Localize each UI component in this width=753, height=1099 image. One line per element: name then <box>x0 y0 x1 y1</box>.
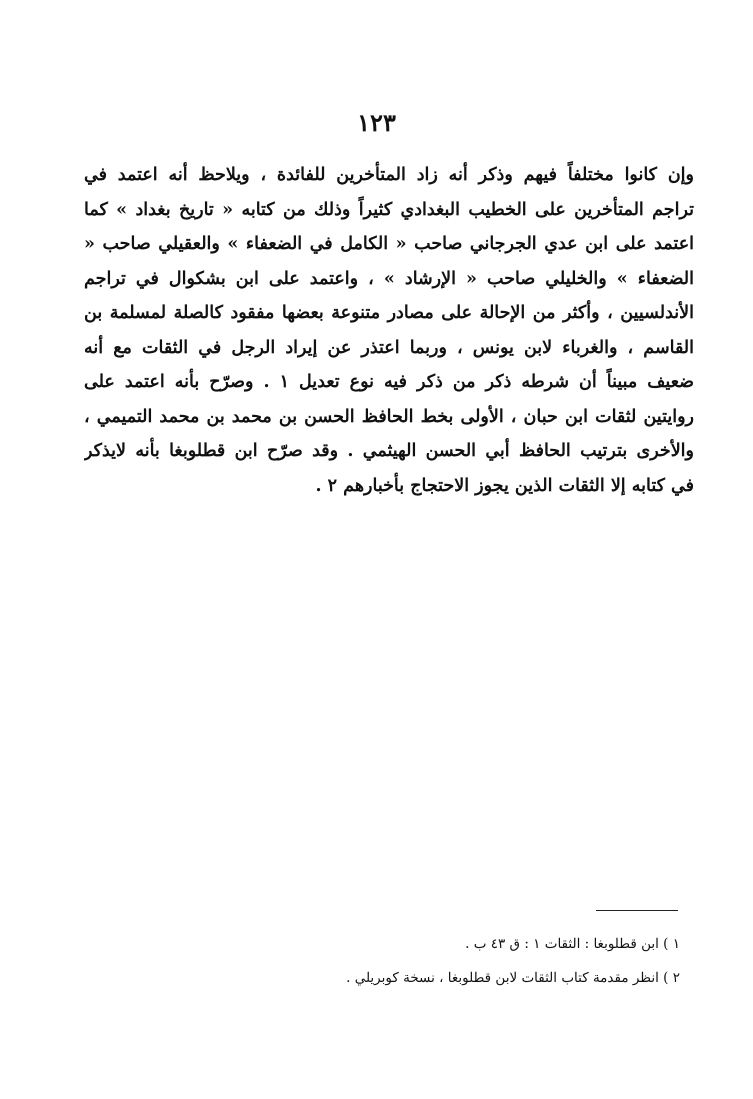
body-line-5: الأندلسيين ، وأكثر من الإحالة على مصادر متنوعة بعضها مفقود كالصلة لمسلمة بن <box>84 303 694 323</box>
body-line-7: ضعيف مبيناً أن شرطه ذكر من ذكر فيه نوع تعديل ١ . وصرّح بأنه اعتمد على <box>84 372 694 392</box>
body-paragraph <box>84 158 694 503</box>
footnotes <box>200 931 680 999</box>
body-line-6: القاسم ، والغرباء لابن يونس ، وربما اعتذر عن إيراد الرجل في الثقات مع أنه <box>84 337 694 358</box>
footnote-2: ٢ ) انظر مقدمة كتاب الثقات لابن قطلوبغا ، نسخة كوبريلي . <box>346 970 680 986</box>
body-line-2: تراجم المتأخرين على الخطيب البغدادي كثيراً وذلك من كتابه « تاريخ بغداد » كما <box>84 199 694 220</box>
page-number: ١٢٣ <box>357 108 396 137</box>
body-line-8: روايتين لثقات ابن حبان ، الأولى بخط الحافظ الحسن بن محمد بن محمد التميمي ، <box>84 406 694 427</box>
body-line-9: والأخرى بترتيب الحافظ أبي الحسن الهيثمي . وقد صرّح ابن قطلوبغا بأنه لايذكر <box>84 441 694 461</box>
body-line-1: وإن كانوا مختلفاً فيهم وذكر أنه زاد المتأخرين للفائدة ، ويلاحظ أنه اعتمد في <box>84 165 694 185</box>
body-line-10: في كتابه إلا الثقات الذين يجوز الاحتجاج بأخبارهم ٢ . <box>315 475 694 496</box>
footnote-separator <box>596 910 678 911</box>
body-line-4: الضعفاء » والخليلي صاحب « الإرشاد » ، واعتمد على ابن بشكوال في تراجم <box>84 268 694 289</box>
footnote-1: ١ ) ابن قطلوبغا : الثقات ١ : ق ٤٣ ب . <box>465 936 680 952</box>
body-line-3: اعتمد على ابن عدي الجرجاني صاحب « الكامل في الضعفاء » والعقيلي صاحب « <box>84 234 694 254</box>
